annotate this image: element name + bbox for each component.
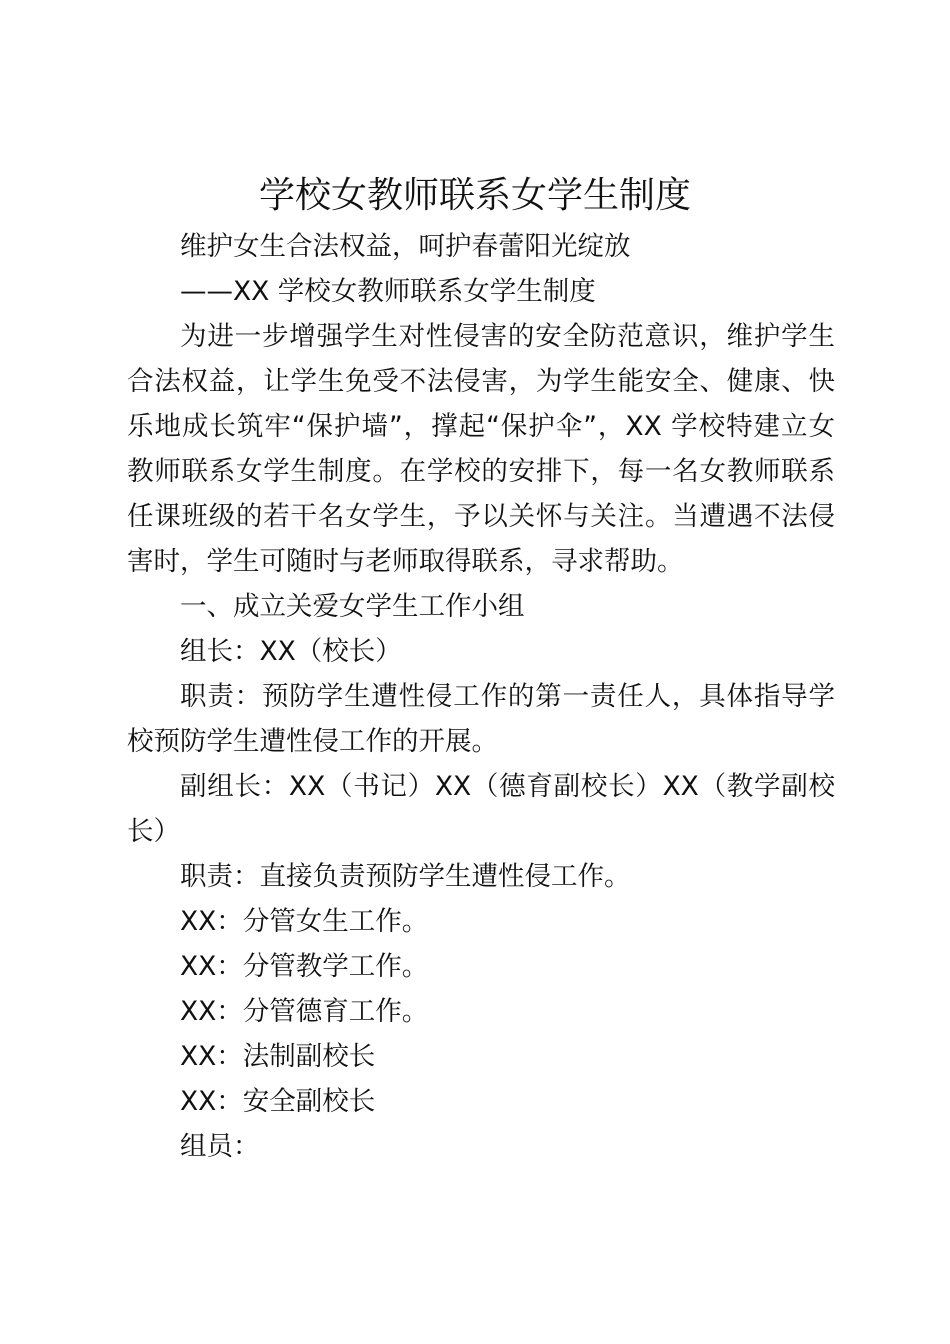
member-safety-vice-principal: XX：安全副校长 [180, 1086, 376, 1117]
document-title: 学校女教师联系女学生制度 [258, 175, 691, 216]
document-body [127, 224, 835, 1169]
member-duty-female-students: XX：分管女生工作。 [180, 906, 429, 937]
subtitle-slogan: 维护女生合法权益，呵护春蕾阳光绽放 [180, 231, 631, 262]
group-members-label: 组员： [180, 1131, 260, 1162]
deputy-leaders: 副组长：XX（书记）XX（德育副校长）XX（教学副校长） [127, 771, 835, 847]
intro-paragraph: 为进一步增强学生对性侵害的安全防范意识，维护学生合法权益，让学生免受不法侵害，为学生能安全、健康、快乐地成长筑牢“保护墙”，撑起“保护伞”，XX 学校特建立女教师联系女学生制度。在学校的安排下，每一名女教师联系任课班级的若干名女学生，予以关怀与关注。当遭遇不法侵害时，学生可随时与老师取得联系，寻求帮助。 [127, 321, 835, 577]
group-leader-duty: 职责：预防学生遭性侵工作的第一责任人，具体指导学校预防学生遭性侵工作的开展。 [127, 681, 835, 757]
subtitle-document-name: ——XX 学校女教师联系女学生制度 [180, 276, 596, 307]
member-duty-teaching: XX：分管教学工作。 [180, 951, 429, 982]
member-duty-moral-education: XX：分管德育工作。 [180, 996, 429, 1027]
group-leader: 组长：XX（校长） [180, 636, 402, 667]
deputy-leaders-duty: 职责：直接负责预防学生遭性侵工作。 [180, 861, 631, 892]
section-heading: 一、成立关爱女学生工作小组 [180, 591, 525, 622]
member-legal-vice-principal: XX：法制副校长 [180, 1041, 376, 1072]
